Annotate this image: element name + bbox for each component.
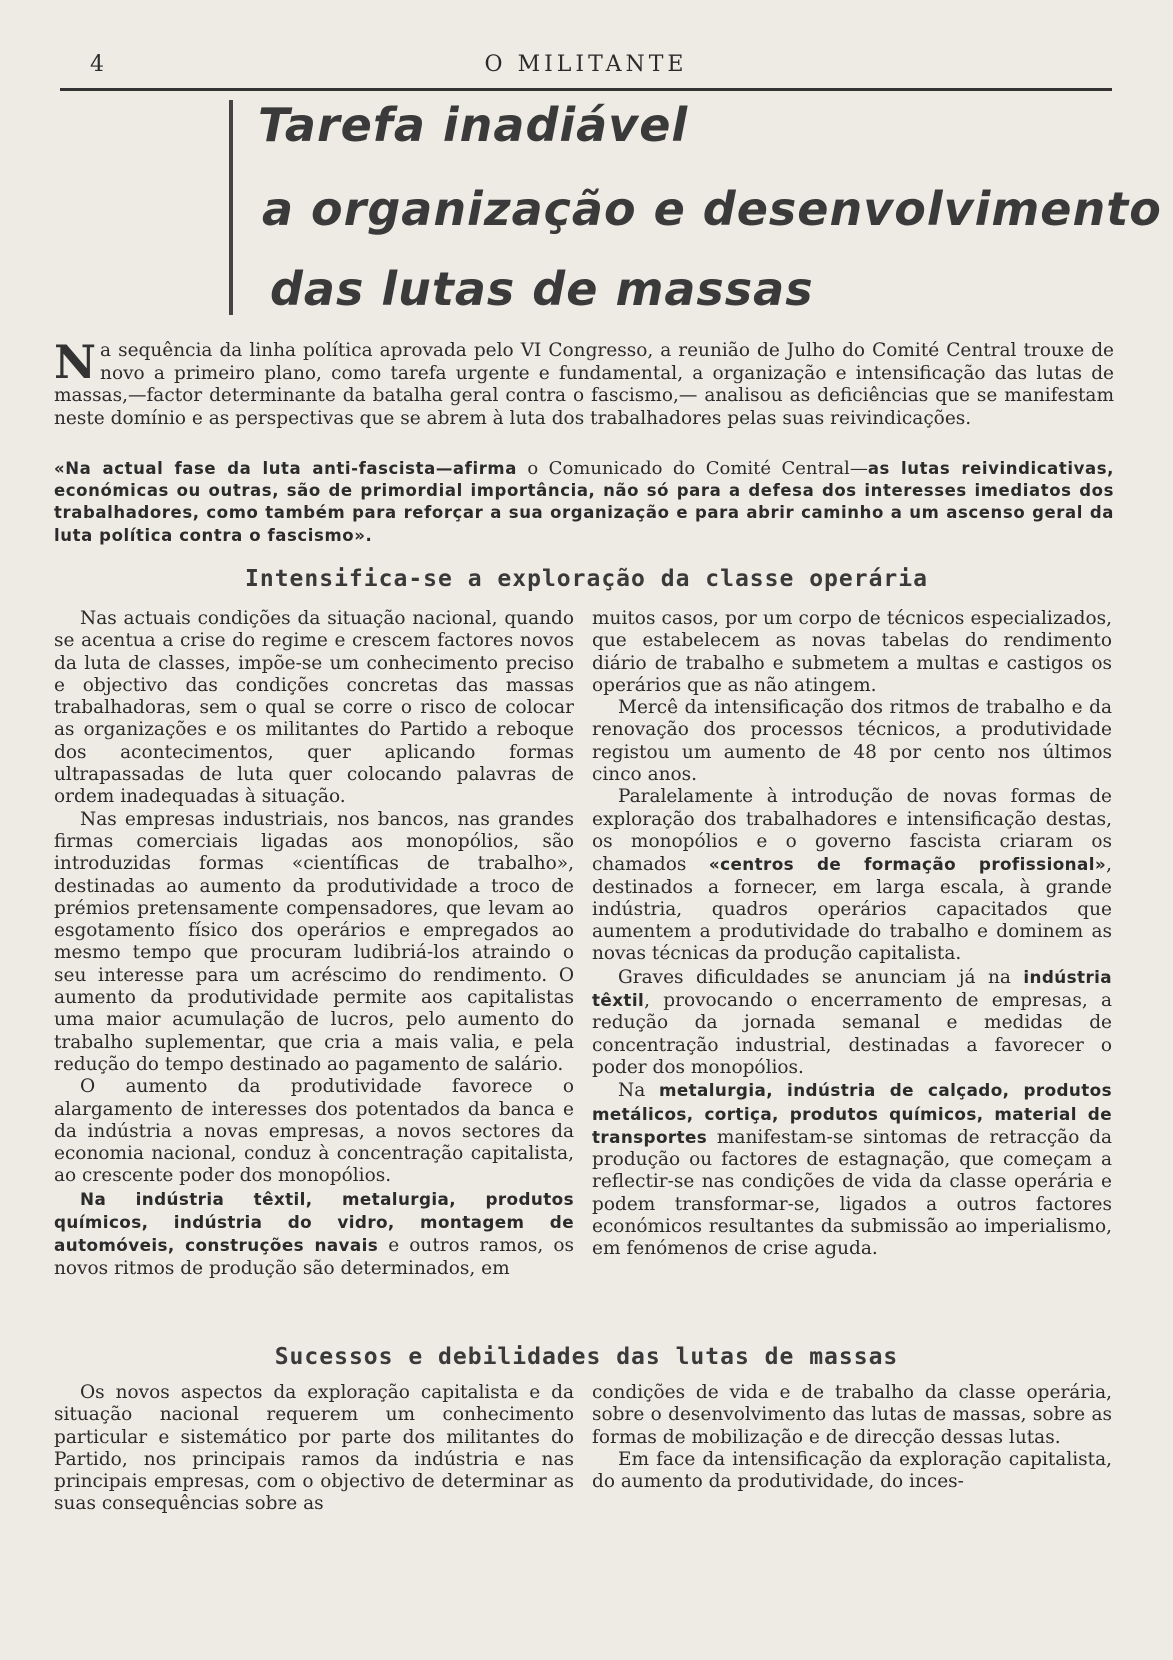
section1-column-right (592, 608, 1112, 1261)
section2-column-left (54, 1382, 574, 1516)
page-header (60, 52, 1112, 92)
paragraph-text: manifestam-se sintomas de retracção da produção ou factores de estagnação, que começam a reflectir-se nas condições de vida da classe operária e podem transformar-se, ligados a outros factores económicos resultantes da submissão ao imperialismo, em fenómenos de crise aguda. (592, 1126, 1112, 1260)
headline-line-1: Tarefa inadiável (258, 98, 689, 152)
committee-quote (54, 458, 1114, 547)
paragraph: O aumento da produtividade favorece o alargamento de interesses dos potentados da banca e da indústria a novas empresas, a novos sectores da economia nacional, conduz à concentração capitalista, ao crescente poder dos monopólios. (54, 1076, 574, 1187)
section1-column-left (54, 608, 574, 1280)
page-number: 4 (90, 52, 104, 77)
paragraph: Os novos aspectos da exploração capitalista e da situação nacional requerem um conhecimento particular e sistemático por parte dos militantes do Partido, nos principais ramos da indústria e nas principais empresas, com o objectivo de determinar as suas consequências sobre as (54, 1382, 574, 1515)
quote-part-c: as lutas reivindicativas, económicas ou outras, são de primordial importância, não só para a defesa dos interesses imediatos dos trabalhadores, como também para reforçar a sua organização e para abrir caminho a um ascenso geral da luta política contra o fascismo». (54, 459, 1114, 545)
headline-line-3: das lutas de massas (270, 262, 814, 316)
paragraph-text: Na (618, 1080, 659, 1102)
paragraph: Nas empresas industriais, nos bancos, nas grandes firmas comerciais ligadas aos monopólios, são introduzidas formas «científicas de trabalho», destinadas ao aumento da produtividade a troco de prémios pretensamente compensadores, que levam ao esgotamento físico dos operários e empregados ao mesmo tempo que procuram ludibriá-los atraindo o seu interesse para um acréscimo do rendimento. O aumento da produtividade permite aos capitalistas uma maior acumulação de lucros, pelo aumento do trabalho suplementar, que cria a mais valia, e pela redução do tempo destinado ao pagamento de salário. (54, 808, 574, 1075)
intro-paragraph (54, 335, 1114, 430)
drop-cap: N (54, 335, 97, 389)
paragraph (54, 1188, 574, 1280)
bold-textile: indústria têxtil (592, 966, 1112, 1011)
header-rule (60, 88, 1112, 91)
bold-centres: «centros de formação profissional» (708, 854, 1107, 875)
paragraph-text: e outros ramos, os novos ritmos de produção são determinados, em (54, 1235, 574, 1279)
paragraph: Mercê da intensificação dos ritmos de trabalho e da renovação dos processos técnicos, a produtividade registou um aumento de 48 por cento nos últimos cinco anos. (592, 697, 1112, 786)
publication-name: O MILITANTE (484, 52, 688, 77)
paragraph-text: Paralelamente à introdução de novas formas de exploração dos trabalhadores e intensificação destas, os monopólios e o governo fascista criaram os chamados (592, 786, 1112, 876)
quote-part-b: o Comunicado do Comité Central— (516, 458, 868, 479)
paragraph (592, 786, 1112, 965)
paragraph: Nas actuais condições da situação nacional, quando se acentua a crise do regime e crescem factores novos da luta de classes, impõe-se um conhecimento preciso e objectivo das condições concretas das massas trabalhadoras, sem o qual se corre o risco de colocar as organizações e os militantes do Partido a reboque dos acontecimentos, quer aplicando formas ultrapassadas de luta quer colocando palavras de ordem inadequadas à situação. (54, 608, 574, 808)
quote-part-a: «Na actual fase da luta anti-fascista—afirma (54, 459, 517, 478)
paragraph-text: Graves dificuldades se anunciam já na (618, 966, 1024, 988)
bold-industries: Na indústria têxtil, metalurgia, produtos químicos, indústria do vidro, montagem de automóveis, construções navais (54, 1188, 574, 1256)
intro-text: a sequência da linha política aprovada pelo VI Congresso, a reunião de Julho do Comité Central trouxe de novo a primeiro plano, como tarefa urgente e fundamental, a organização e intensificação das lutas de massas,—factor determinante da batalha geral contra o fascismo,— analisou as deficiências que se manifestam neste domínio e as perspectivas que se abrem à luta dos trabalhadores pelas suas reivindicações. (54, 340, 1114, 429)
paragraph-text: , provocando o encerramento de empresas, a redução da jornada semanal e medidas de concentração industrial, destinadas a favorecer o poder dos monopólios. (592, 990, 1112, 1078)
section-heading-exploration: Intensifica-se a exploração da classe operária (245, 566, 928, 592)
headline-line-2: a organização e desenvolvimento (262, 182, 1162, 236)
paragraph-text: , destinados a fornecer, em larga escala, à grande indústria, quadros operários capacitados que aumentem a produtividade do trabalho e dominem as novas técnicas da produção capitalista. (592, 854, 1112, 965)
paragraph: condições de vida e de trabalho da classe operária, sobre o desenvolvimento das lutas de massas, sobre as formas de mobilização e de direcção dessas lutas. (592, 1382, 1112, 1448)
paragraph (592, 1079, 1112, 1260)
title-vertical-rule (229, 100, 233, 315)
paragraph: muitos casos, por um corpo de técnicos especializados, que estabelecem as novas tabelas do rendimento diário de trabalho e submetem a multas e castigos os operários que as não atingem. (592, 608, 1112, 696)
paragraph (592, 966, 1112, 1079)
section-heading-successes: Sucessos e debilidades das lutas de massas (274, 1344, 899, 1370)
bold-sectors: metalurgia, indústria de calçado, produtos metálicos, cortiça, produtos químicos, material de transportes (592, 1080, 1112, 1147)
paragraph: Em face da intensificação da exploração capitalista, do aumento da produtividade, do inces- (592, 1448, 1112, 1493)
section2-column-right (592, 1382, 1112, 1493)
